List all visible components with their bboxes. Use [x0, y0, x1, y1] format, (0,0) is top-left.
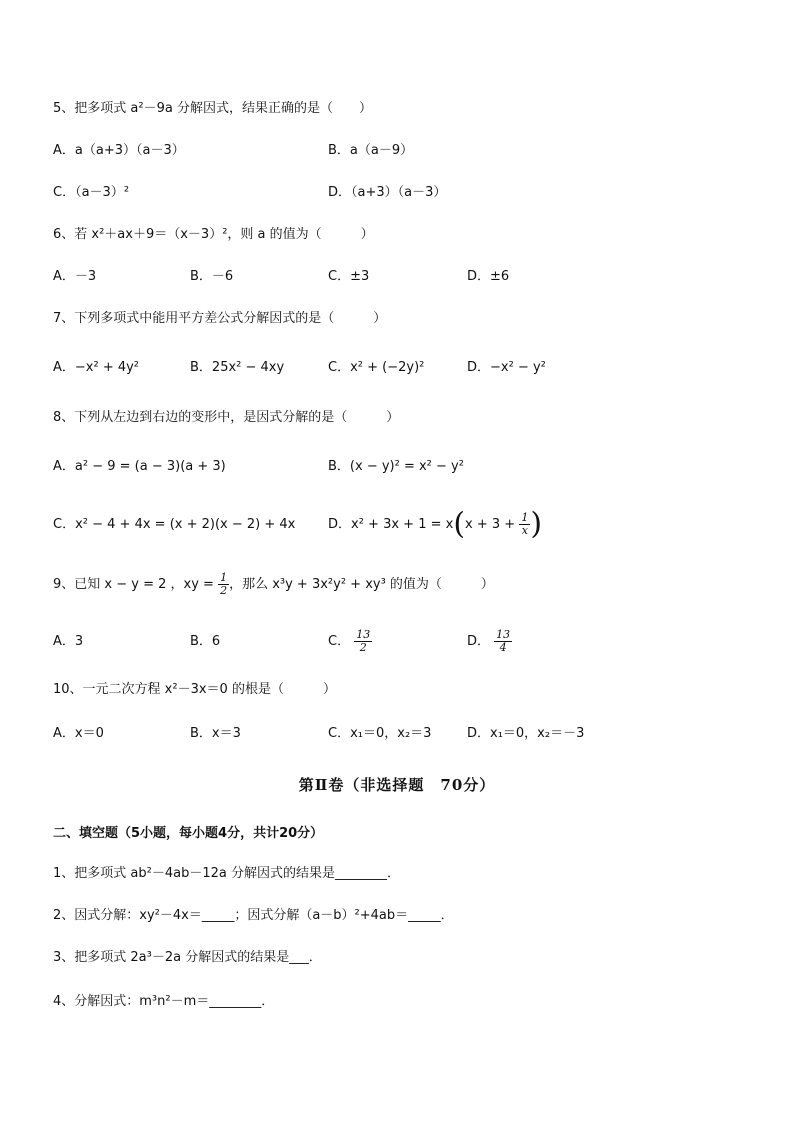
q7-option-c: C．x² + (−2y)² [328, 360, 425, 375]
fraction-numerator: 1 [220, 571, 228, 584]
section-title: 第Ⅱ卷（非选择题 70分） [298, 776, 496, 794]
q7-option-b: B．25x² − 4xy [190, 360, 285, 375]
q10-option-a: A．x＝0 [53, 726, 104, 741]
fraction-denominator: x [521, 524, 528, 537]
q8-option-d-fraction [519, 512, 530, 537]
right-paren: ) [530, 506, 543, 542]
q10-option-b: B．x＝3 [190, 726, 241, 741]
q8-option-d [328, 506, 543, 542]
q5-option-c: C．（a－3）² [53, 185, 130, 200]
q10-option-d: D．x₁＝0，x₂＝－3 [467, 726, 585, 741]
q9-stem-suffix: ，那么 x³y + 3x²y² + xy³ 的值为（ ） [229, 577, 494, 592]
q9-stem [53, 570, 494, 600]
fill-question-2: 2、因式分解：xy²－4x＝_____；因式分解（a－b）²+4ab＝_____． [53, 908, 454, 923]
q9-stem-prefix: 9、已知 x − y = 2 ，xy = [53, 577, 214, 592]
q9-option-c [328, 625, 372, 659]
fill-question-4: 4、分解因式：m³n²－m＝________． [53, 994, 275, 1009]
q7-stem: 7、下列多项式中能用平方差公式分解因式的是（ ） [53, 311, 387, 326]
q9-option-c-fraction [354, 629, 372, 654]
q5-stem: 5、把多项式 a²－9a 分解因式，结果正确的是（ ） [53, 101, 372, 116]
q9-option-d [467, 625, 512, 659]
q9-stem-fraction [218, 572, 229, 597]
q8-option-c: C．x² − 4 + 4x = (x + 2)(x − 2) + 4x [53, 517, 296, 532]
q6-option-d: D．±6 [467, 269, 510, 284]
section-heading: 二、填空题（5小题，每小题4分，共计20分） [53, 826, 324, 841]
q10-stem: 10、一元二次方程 x²－3x＝0 的根是（ ） [53, 682, 336, 697]
q9-option-c-label: C． [328, 634, 351, 649]
fraction-numerator: 13 [356, 628, 371, 641]
fraction-denominator: 2 [220, 584, 228, 597]
left-paren: ( [453, 506, 466, 542]
q5-option-a: A．a（a+3）（a－3） [53, 143, 185, 158]
q5-option-b: B．a（a－9） [328, 143, 414, 158]
q6-option-c: C．±3 [328, 269, 370, 284]
q6-option-b: B．－6 [190, 269, 234, 284]
fraction-numerator: 13 [496, 628, 511, 641]
q8-option-b: B．(x − y)² = x² − y² [328, 459, 464, 474]
q6-stem: 6、若 x²＋ax＋9＝（x－3）²，则 a 的值为（ ） [53, 227, 374, 242]
q9-option-d-label: D． [467, 634, 491, 649]
fraction-denominator: 2 [359, 641, 367, 654]
q6-option-a: A．－3 [53, 269, 97, 284]
q7-option-d: D．−x² − y² [467, 360, 546, 375]
q9-option-b: B．6 [190, 634, 221, 649]
q10-option-c: C．x₁＝0，x₂＝3 [328, 726, 432, 741]
q9-option-d-fraction [494, 629, 512, 654]
q9-option-a: A．3 [53, 634, 84, 649]
q8-stem: 8、下列从左边到右边的变形中，是因式分解的是（ ） [53, 410, 400, 425]
q7-option-a: A．−x² + 4y² [53, 360, 140, 375]
q5-option-d: D．（a+3）（a－3） [328, 185, 447, 200]
fraction-denominator: 4 [499, 641, 507, 654]
fill-question-3: 3、把多项式 2a³－2a 分解因式的结果是___． [53, 950, 322, 965]
fill-question-1: 1、把多项式 ab²－4ab－12a 分解因式的结果是________． [53, 866, 400, 881]
q8-option-a: A．a² − 9 = (a − 3)(a + 3) [53, 459, 226, 474]
fraction-numerator: 1 [521, 511, 529, 524]
q8-option-d-inner: x + 3 + [465, 517, 516, 532]
q8-option-d-prefix: D．x² + 3x + 1 = x [328, 517, 454, 532]
